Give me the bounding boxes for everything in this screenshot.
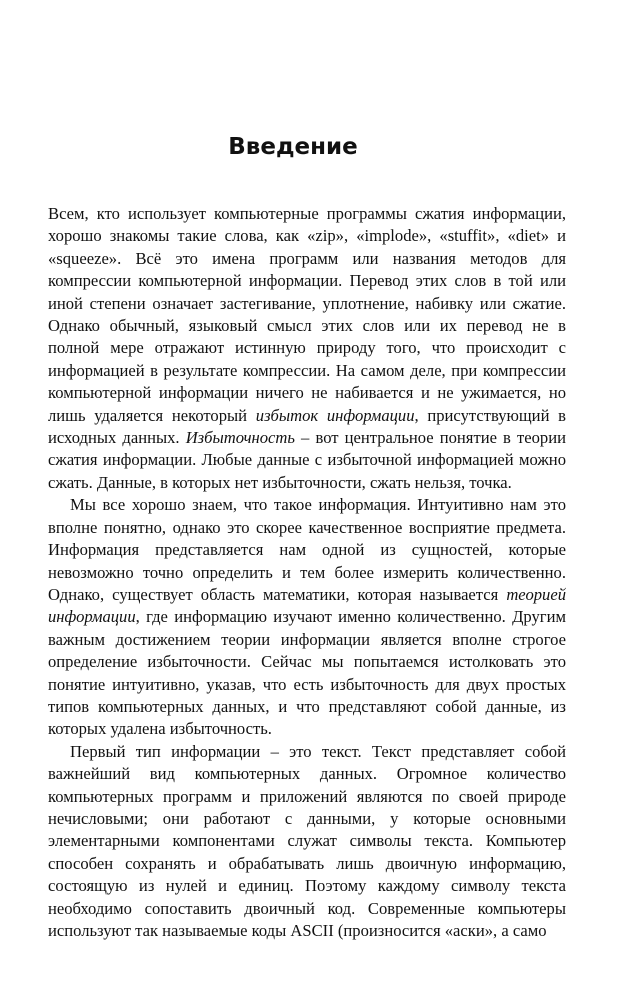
body-text [48,203,566,942]
chapter-title: Введение [228,134,358,160]
paragraph-2-text-2: , где информацию изучают именно количественно. Другим важным достижением теории информации является вполне строгое определение избыточности. Сейчас мы попытаемся истолковать это понятие интуитивно, указав, что есть избыточность для двух простых типов компьютерных данных, и что представляют собой данные, из которых удалена избыточность. [48,607,566,739]
paragraph-2-italic-term-information-theory: теорией информации [48,584,566,627]
paragraph-1-italic-term-excess-information: избыток информации [255,405,415,425]
paragraph-3-text-1: Первый тип информации – это текст. Текст представляет собой важнейший вид компьютерных данных. Огромное количество компьютерных программ и приложений являются по своей природе нечисловыми; они работают с данными, у которые основными элементарными компонентами служат символы текста. Компьютер способен сохранять и обрабатывать лишь двоичную информацию, состоящую из нулей и единиц. Поэтому каждому символу текста необходимо сопоставить двоичный код. Современные компьютеры используют так называемые коды ASCII (произносится «аски», а само [48,741,566,940]
paragraph-1 [48,203,566,494]
paragraph-3 [48,741,566,943]
paragraph-1-text-2: , присутствующий в исходных данных. [48,405,566,448]
paragraph-2-text-1: Мы все хорошо знаем, что такое информация. Интуитивно нам это вполне понятно, однако это скорее качественное восприятие предмета. Информация представляется нам одной из сущностей, которые невозможно точно определить и тем более измерить количественно. Однако, существует область математики, которая называется [48,495,566,604]
paragraph-1-text-3: – вот центральное понятие в теории сжатия информации. Любые данные с избыточной информацией можно сжать. Данные, в которых нет избыточности, сжать нельзя, точка. [48,428,566,492]
paragraph-2 [48,494,566,740]
paragraph-1-italic-term-redundancy: Избыточность [185,428,295,448]
paragraph-1-text-1: Всем, кто использует компьютерные программы сжатия информации, хорошо знакомы такие слова, как «zip», «implode», «stuffit», «diet» и «squeeze». Всё это имена программ или названия методов для компрессии компьютерной информации. Перевод этих слов в той или иной степени означает застегивание, уплотнение, набивку или сжатие. Однако обычный, языковый смысл этих слов или их перевод не в полной мере отражают истинную природу того, что происходит с информацией в результате компрессии. На самом деле, при компрессии компьютерной информации ничего не набивается и не ужимается, но лишь удаляется некоторый [48,204,566,425]
